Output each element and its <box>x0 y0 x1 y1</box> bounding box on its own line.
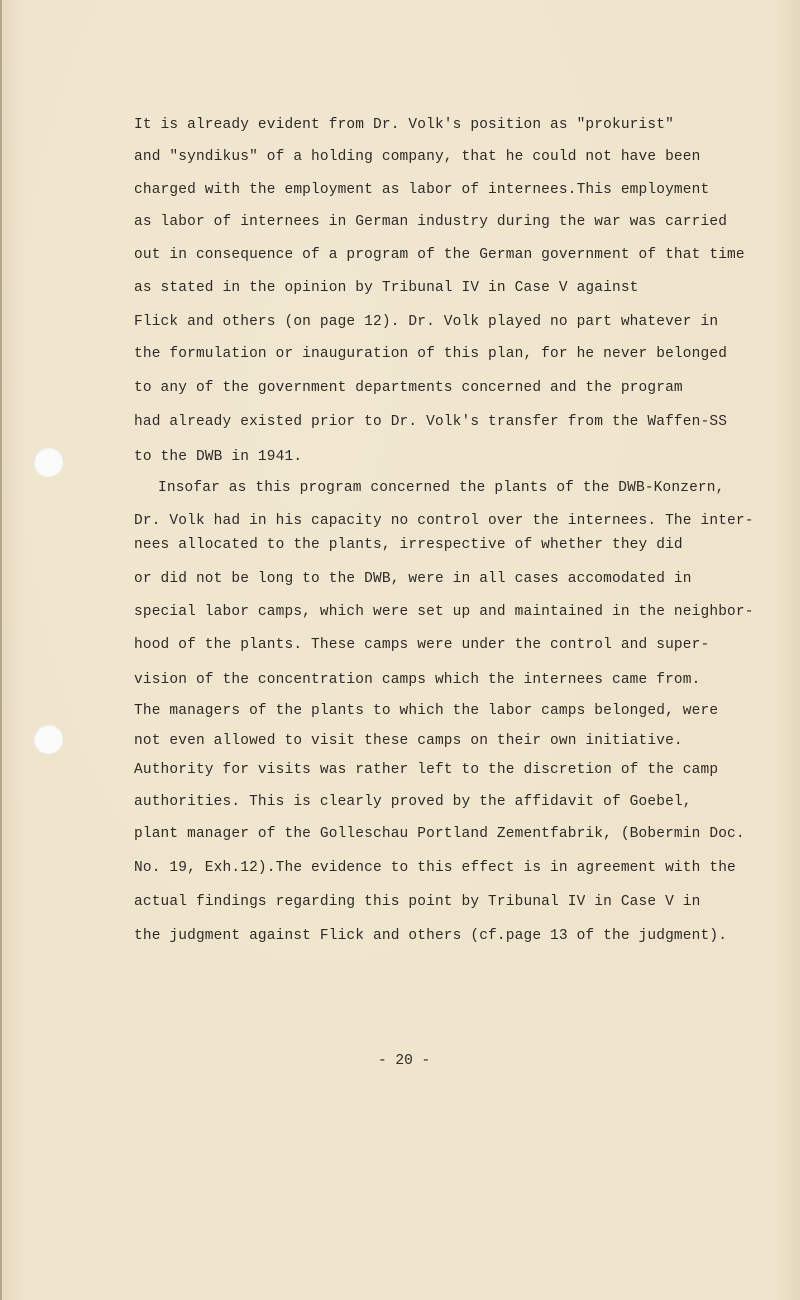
punch-hole <box>33 724 63 754</box>
text-line: vision of the concentration camps which the internees came from. <box>134 672 701 688</box>
punch-hole <box>33 447 63 477</box>
text-line: actual findings regarding this point by Tribunal IV in Case V in <box>134 894 701 910</box>
text-line: Flick and others (on page 12). Dr. Volk played no part whatever in <box>134 314 719 330</box>
text-line: No. 19, Exh.12).The evidence to this effect is in agreement with the <box>134 860 736 876</box>
page-number: - 20 - <box>378 1053 431 1069</box>
text-line: The managers of the plants to which the labor camps belonged, were <box>134 703 719 719</box>
text-line: Insofar as this program concerned the plants of the DWB-Konzern, <box>158 480 725 496</box>
text-line: the judgment against Flick and others (cf.page 13 of the judgment). <box>134 928 728 944</box>
text-line: It is already evident from Dr. Volk's position as "prokurist" <box>134 117 674 133</box>
text-line: to any of the government departments concerned and the program <box>134 380 683 396</box>
page-edge <box>0 0 2 1300</box>
text-line: or did not be long to the DWB, were in all cases accomodated in <box>134 571 692 587</box>
text-line: Authority for visits was rather left to the discretion of the camp <box>134 762 719 778</box>
text-line: special labor camps, which were set up and maintained in the neighbor- <box>134 604 754 620</box>
text-line: as stated in the opinion by Tribunal IV in Case V against <box>134 280 639 296</box>
text-line: hood of the plants. These camps were under the control and super- <box>134 637 710 653</box>
text-line: had already existed prior to Dr. Volk's transfer from the Waffen-SS <box>134 414 728 430</box>
text-line: out in consequence of a program of the German government of that time <box>134 247 745 263</box>
text-line: and "syndikus" of a holding company, that he could not have been <box>134 149 701 165</box>
text-line: plant manager of the Golleschau Portland Zementfabrik, (Bobermin Doc. <box>134 826 745 842</box>
text-line: not even allowed to visit these camps on their own initiative. <box>134 733 683 749</box>
text-line: authorities. This is clearly proved by the affidavit of Goebel, <box>134 794 692 810</box>
text-line: Dr. Volk had in his capacity no control over the internees. The inter- <box>134 513 754 529</box>
text-line: to the DWB in 1941. <box>134 449 303 465</box>
text-line: charged with the employment as labor of internees.This employment <box>134 182 710 198</box>
text-line: as labor of internees in German industry during the war was carried <box>134 214 728 230</box>
text-line: the formulation or inauguration of this plan, for he never belonged <box>134 346 728 362</box>
text-line: nees allocated to the plants, irrespective of whether they did <box>134 537 683 553</box>
